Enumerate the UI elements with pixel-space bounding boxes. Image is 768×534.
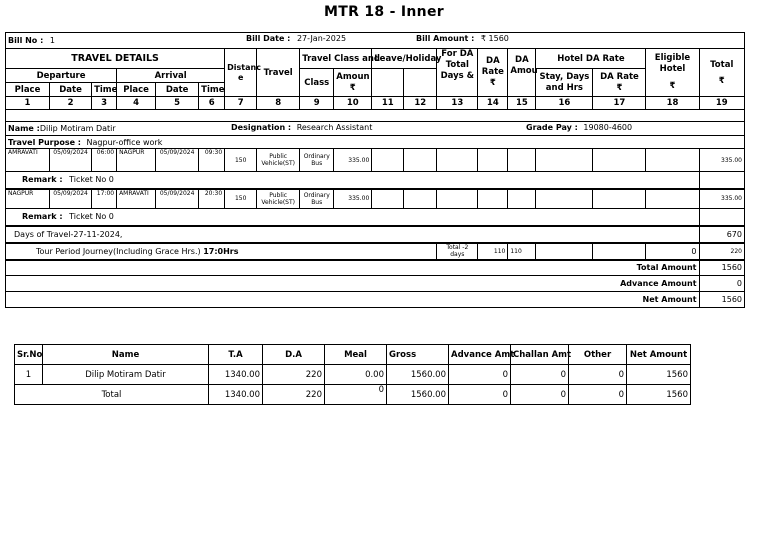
remark-label: Remark : <box>22 212 63 222</box>
distance: 150 <box>225 149 257 172</box>
summary-header-row <box>15 345 691 365</box>
tour-total: 220 <box>699 243 744 260</box>
empty-cell <box>437 149 478 172</box>
empty-cell <box>536 189 593 209</box>
summary-header: Challan Amt <box>511 345 569 365</box>
summary-header: T.A <box>209 345 263 365</box>
total-amount-label: Total Amount <box>6 260 700 276</box>
other-value: 0 <box>569 365 627 385</box>
for-da-header: For DA Total Days & <box>437 49 478 97</box>
net-amount-value: 1560 <box>699 292 744 308</box>
bill-amount-label: Bill Amount : <box>416 34 475 43</box>
empty-cell <box>478 189 508 209</box>
empty-cell <box>699 209 744 226</box>
empty-cell <box>593 189 646 209</box>
col-number: 15 <box>508 97 536 110</box>
empty-cell <box>536 149 593 172</box>
summary-header: Name <box>43 345 209 365</box>
employee-name: Dilip Motiram Datir <box>43 365 209 385</box>
total-amount-value: 1560 <box>699 260 744 276</box>
class-header: Class <box>300 69 334 97</box>
col-number: 6 <box>199 97 225 110</box>
empty-cell <box>404 149 437 172</box>
net-value: 1560 <box>627 365 691 385</box>
remark-row <box>6 172 700 189</box>
days-of-travel-total: 670 <box>699 226 744 243</box>
arr-time: 20:30 <box>199 189 225 209</box>
distance-header: Distanc e <box>225 49 257 97</box>
da-value: 220 <box>263 365 325 385</box>
travel-details-header: TRAVEL DETAILS <box>6 49 225 69</box>
net-amount-label: Net Amount <box>6 292 700 308</box>
arr-place: AMRAVATI <box>117 189 156 209</box>
col-number: 19 <box>699 97 744 110</box>
col-number: 1 <box>6 97 50 110</box>
empty-cell <box>593 149 646 172</box>
empty-cell <box>646 149 699 172</box>
ta-value: 1340.00 <box>209 365 263 385</box>
col-number: 13 <box>437 97 478 110</box>
stay-days-header: Stay, Days and Hrs <box>536 69 593 97</box>
grade-pay-label: Grade Pay : <box>526 123 578 132</box>
departure-header: Departure <box>6 69 117 83</box>
tour-da-rate: 110 <box>478 243 508 260</box>
col-number: 14 <box>478 97 508 110</box>
travel-amount: 335.00 <box>334 189 372 209</box>
arr-place-header: Place <box>117 83 156 97</box>
advance-amount-value: 0 <box>699 276 744 292</box>
col-number: 7 <box>225 97 257 110</box>
col-number: 3 <box>92 97 117 110</box>
tour-period <box>6 243 437 260</box>
eligible-hotel-label: Eligible Hotel <box>654 53 691 74</box>
rupee-icon: ₹ <box>718 75 725 86</box>
designation-value: Research Assistant <box>296 123 373 132</box>
travel-class: Ordinary Bus <box>300 149 334 172</box>
travel-class: Ordinary Bus <box>300 189 334 209</box>
total-label: Total <box>710 59 734 70</box>
col-number: 2 <box>50 97 92 110</box>
dep-date-header: Date <box>50 83 92 97</box>
row-total: 335.00 <box>699 149 744 172</box>
advance-value: 0 <box>449 365 511 385</box>
empty-cell <box>508 189 536 209</box>
net-total: 1560 <box>627 385 691 405</box>
dep-place: AMRAVATI <box>6 149 50 172</box>
remark-value: Ticket No 0 <box>69 175 114 185</box>
dep-place-header: Place <box>6 83 50 97</box>
amount-label: Amoun <box>336 71 370 82</box>
da-amount-header: DA Amou <box>508 49 536 97</box>
col-number: 11 <box>372 97 404 110</box>
designation-label: Designation : <box>231 123 292 132</box>
remark-row <box>6 209 700 226</box>
hotel-da-rate-sub-header <box>593 69 646 97</box>
col-number: 16 <box>536 97 593 110</box>
summary-header: Sr.No <box>15 345 43 365</box>
arr-place: NAGPUR <box>117 149 156 172</box>
column-number-row <box>6 97 745 110</box>
eligible-hotel-header <box>646 49 699 97</box>
empty-cell <box>536 243 593 260</box>
da-rate-label: DA Rate <box>481 56 504 77</box>
bill-header-row <box>6 33 745 49</box>
row-total: 335.00 <box>699 189 744 209</box>
hotel-da-rate-header: Hotel DA Rate <box>536 49 646 69</box>
ta-total: 1340.00 <box>209 385 263 405</box>
name-label: Name : <box>8 124 40 133</box>
leave-col-11 <box>372 69 404 97</box>
gross-value: 1560.00 <box>387 365 449 385</box>
rupee-icon: ₹ <box>489 78 496 88</box>
travel-mode: Public Vehicle(ST) <box>257 189 300 209</box>
tour-period-label: Tour Period Journey(Including Grace Hrs.) <box>36 246 201 256</box>
other-total: 0 <box>569 385 627 405</box>
bill-date-label: Bill Date : <box>246 34 291 43</box>
arr-date-header: Date <box>156 83 199 97</box>
col-number: 10 <box>334 97 372 110</box>
bill-date-value: 27-Jan-2025 <box>296 34 347 43</box>
empty-cell <box>646 189 699 209</box>
total-row <box>15 385 691 405</box>
journey-row <box>6 189 745 209</box>
dep-date: 05/09/2024 <box>50 189 92 209</box>
da-total: 220 <box>263 385 325 405</box>
journey-row <box>6 149 745 172</box>
purpose-row <box>6 136 745 149</box>
employee-name: Dilip Motiram Datir <box>39 124 116 133</box>
remark-label: Remark : <box>22 175 63 185</box>
page-title: MTR 18 - Inner <box>324 4 444 20</box>
rupee-icon: ₹ <box>349 82 356 93</box>
challan-value: 0 <box>511 365 569 385</box>
challan-total: 0 <box>511 385 569 405</box>
rupee-icon: ₹ <box>669 81 676 91</box>
hotel-da-rate-label: DA Rate <box>600 71 639 82</box>
arr-time: 09:30 <box>199 149 225 172</box>
employee-row <box>6 122 745 136</box>
empty-cell <box>508 149 536 172</box>
meal-total: 0 <box>325 385 387 405</box>
remark-value: Ticket No 0 <box>69 212 114 222</box>
rupee-icon: ₹ <box>616 82 623 93</box>
col-number: 17 <box>593 97 646 110</box>
amount-header <box>334 69 372 97</box>
bill-amount-value: ₹ 1560 <box>480 34 509 43</box>
empty-cell <box>593 243 646 260</box>
empty-cell <box>478 149 508 172</box>
tour-period-hours: 17:0Hrs <box>203 246 239 256</box>
tour-da-amount: 110 <box>508 243 536 260</box>
distance: 150 <box>225 189 257 209</box>
travel-amount: 335.00 <box>334 149 372 172</box>
dep-time: 17:00 <box>92 189 117 209</box>
summary-header: Advance Amt <box>449 345 511 365</box>
empty-cell <box>372 189 404 209</box>
grade-pay-value: 19080-4600 <box>583 123 633 132</box>
summary-header: D.A <box>263 345 325 365</box>
tour-total-days: Total -2 days <box>437 243 478 260</box>
arr-date: 05/09/2024 <box>156 189 199 209</box>
advance-total: 0 <box>449 385 511 405</box>
table-row <box>15 365 691 385</box>
col-number: 8 <box>257 97 300 110</box>
summary-header: Meal <box>325 345 387 365</box>
empty-cell <box>699 172 744 189</box>
arr-date: 05/09/2024 <box>156 149 199 172</box>
dep-place: NAGPUR <box>6 189 50 209</box>
bill-no-value: 1 <box>49 36 55 45</box>
meal-value: 0.00 <box>325 365 387 385</box>
col-number: 9 <box>300 97 334 110</box>
total-header <box>699 49 744 97</box>
purpose-value: Nagpur-office work <box>86 137 163 147</box>
dep-date: 05/09/2024 <box>50 149 92 172</box>
travel-header: Travel <box>257 49 300 97</box>
col-number: 5 <box>156 97 199 110</box>
col-number: 18 <box>646 97 699 110</box>
total-label: Total <box>15 385 209 405</box>
da-rate-header <box>478 49 508 97</box>
travel-mode: Public Vehicle(ST) <box>257 149 300 172</box>
purpose-label: Travel Purpose : <box>8 137 81 147</box>
arrival-header: Arrival <box>117 69 225 83</box>
gross-total: 1560.00 <box>387 385 449 405</box>
travel-class-header: Travel Class and <box>300 49 372 69</box>
empty-cell <box>404 189 437 209</box>
empty-cell <box>372 149 404 172</box>
days-of-travel: Days of Travel-27-11-2024, <box>6 226 700 243</box>
summary-header: Gross <box>387 345 449 365</box>
leave-col-12 <box>404 69 437 97</box>
summary-header: Other <box>569 345 627 365</box>
summary-table <box>14 344 691 405</box>
bill-no-label: Bill No : <box>8 36 44 45</box>
advance-amount-label: Advance Amount <box>6 276 700 292</box>
leave-holiday-header: Leave/Holiday <box>372 49 437 69</box>
dep-time: 06:00 <box>92 149 117 172</box>
arr-time-header: Time <box>199 83 225 97</box>
tour-eligible: 0 <box>646 243 699 260</box>
empty-cell <box>437 189 478 209</box>
sr-no: 1 <box>15 365 43 385</box>
bill-table <box>5 32 745 308</box>
dep-time-header: Time <box>92 83 117 97</box>
summary-header: Net Amount <box>627 345 691 365</box>
spacer-row <box>6 110 745 122</box>
col-number: 12 <box>404 97 437 110</box>
col-number: 4 <box>117 97 156 110</box>
